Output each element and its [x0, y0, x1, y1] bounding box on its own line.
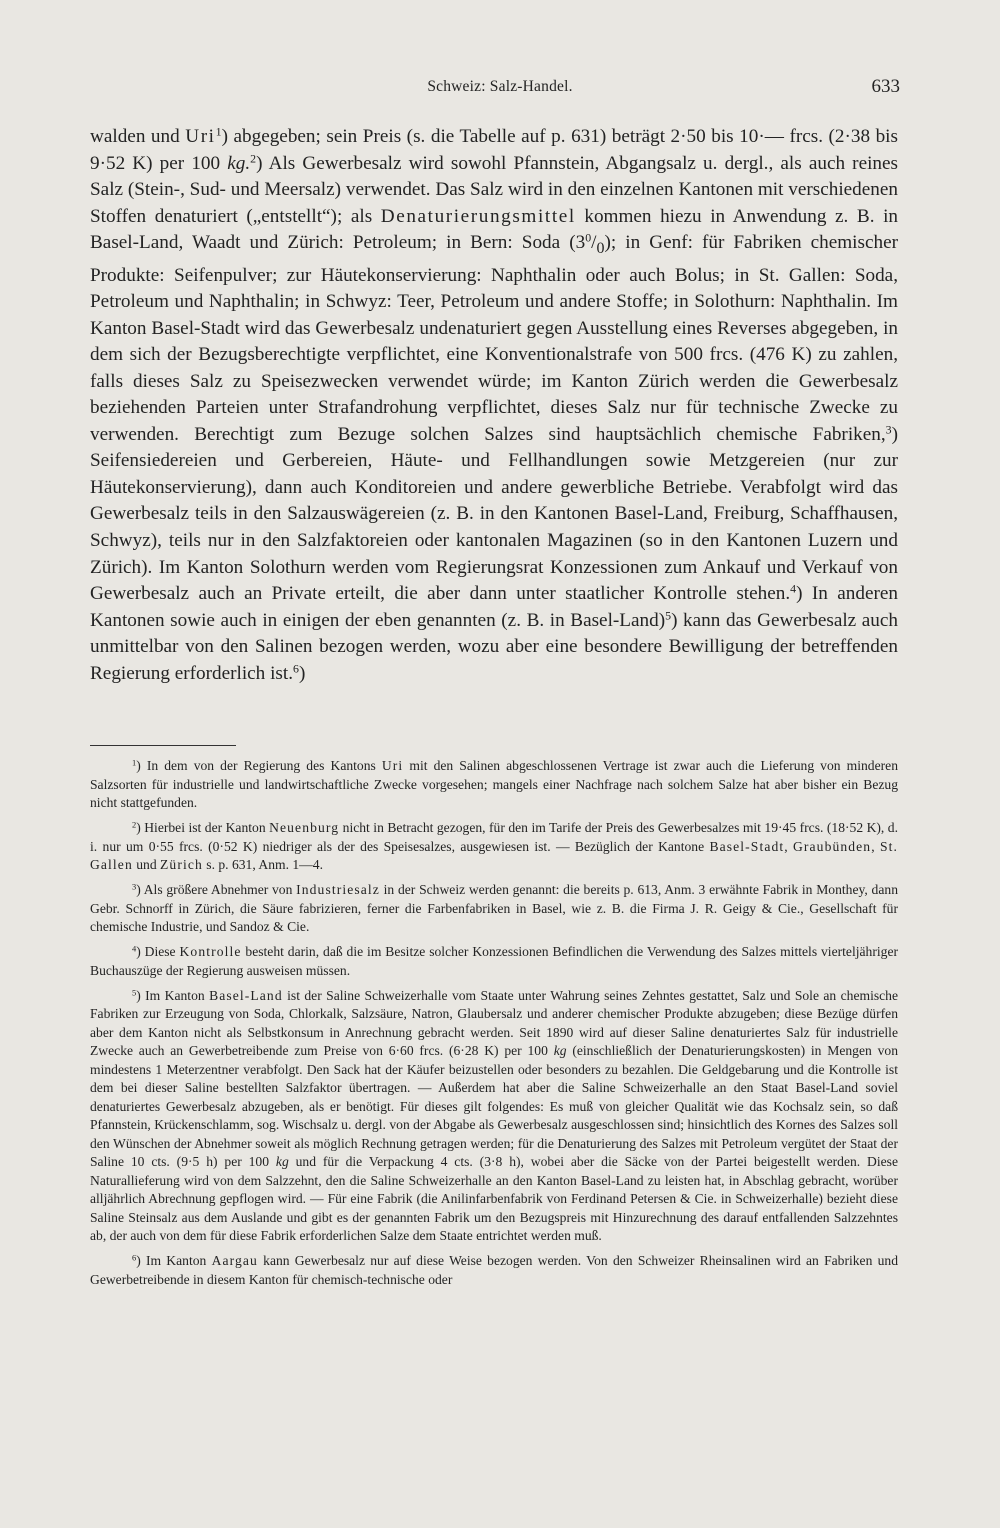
footnote-number: 3 — [132, 881, 137, 892]
spaced-term: Neuenburg — [269, 820, 340, 835]
footnote-ref[interactable]: 4 — [790, 581, 797, 596]
unit-kg: kg — [553, 1043, 567, 1058]
footnote-ref[interactable]: 2 — [250, 151, 257, 165]
text-run: ) Diese — [136, 944, 180, 959]
text-run: ) abgegeben; sein Preis (s. die Tabelle auf p. 631) beträgt 2·50 bis 10·— frcs. (2·38 bis 9·52 K) per 100 — [90, 126, 898, 174]
page-number: 633 — [871, 76, 900, 97]
spaced-term: Basel-Land — [209, 987, 283, 1003]
body-paragraph — [90, 124, 898, 687]
footnote-ref[interactable]: 5 — [665, 608, 672, 623]
text-run: , — [871, 838, 880, 854]
spaced-term: Uri — [381, 758, 404, 773]
text-run: ) In dem von der Regierung des Kantons — [136, 758, 382, 773]
spaced-term: Industriesalz — [296, 882, 380, 897]
text-run: mit den Salinen abgeschlossenen Vertrage ist zwar auch die Lieferung von minderen Salzsorten für industrielle und landwirtschaftliche Zwecke vorgesehen; mangels einer Nachfrage nach solchem Salze hat aber bisher ein Bezug nicht stattgefunden. — [90, 758, 898, 810]
footnote-rule — [90, 745, 236, 746]
text-run: kann Gewerbesalz nur auf diese Weise bezogen werden. Von den Schweizer Rheinsalinen wird an Fabriken und Gewerbetreibende in diesem Kanton für chemisch-technische oder — [90, 1253, 899, 1287]
footnote-3 — [90, 881, 898, 937]
text-run: walden und — [90, 126, 186, 147]
spaced-term: Aargau — [211, 1253, 258, 1268]
spaced-term: St. Gallen — [90, 838, 898, 872]
footnote-ref[interactable]: 6 — [293, 661, 299, 676]
percent-subscript: 0 — [596, 240, 605, 258]
text-run: ) Im Kanton — [136, 1253, 212, 1268]
spaced-term: Graubünden — [793, 838, 872, 854]
percent-slash: / — [591, 232, 597, 254]
text-run: ) Als größere Abnehmer von — [136, 882, 297, 897]
spaced-term: Basel-Stadt — [709, 838, 785, 854]
footnote-6 — [90, 1252, 898, 1289]
text-run: ); in Genf: für Fabriken chemischer Produkte: Seifenpulver; zur Häutekonservierung: Naphthalin oder auch Bolus; in St. Gallen: Soda, Petroleum und Naphthalin; in Schwyz: Teer, Petroleum und andere Stoffe; in Solothurn: Naphthalin. Im Kanton Basel-Stadt wird das Gewerbesalz undenaturiert gegen Ausstellung eines Reverses abgegeben, in dem sich der Bezugsberechtigte verpflichtet, eine Konventionalstrafe von 500 frcs. (476 K) zu zahlen, falls dieses Salz zu Speisezwecken verwendet würde; im Kanton Zürich werden die Gewerbesalz beziehenden Parteien unter Strafandrohung verpflichtet, dieses Salz nur für technische Zwecke zu verwenden. Berechtigt zum Bezuge solchen Salzes sind hauptsächlich chemische Fabriken, — [90, 232, 899, 445]
footnote-ref[interactable]: 1 — [215, 124, 222, 139]
text-run: kommen hiezu in Anwendung z. B. in Basel-Land, Waadt und Zürich: Petroleum; in Bern: Soda (3 — [90, 205, 898, 254]
spaced-term: Zürich — [160, 857, 203, 872]
footnote-1 — [90, 757, 898, 813]
text-run: s. p. 631, Anm. 1—4. — [202, 857, 323, 872]
footnote-number: 4 — [132, 943, 137, 954]
text-run: ist der Saline Schweizerhalle vom Staate unter Wahrung seines Zehntes gestattet, Salz und Sole an chemische Fabriken zur Erzeugung von Soda, Chlorkalk, Salzsäure, Natron, Glaubersalz und anderer chemischer Produkte abzugeben; diese Bezüge dürfen aber dem Kanton nicht als Selbstkonsum in Anrechnung gebracht werden. Seit 1890 wird auf dieser Saline denaturiertes Salz für industrielle Zwecke auch an Gewerbetreibende zum Preise von 6·60 frcs. (6·28 K) per 100 — [90, 987, 898, 1058]
spaced-term: Denaturierungsmittel — [380, 205, 576, 227]
unit-kg: kg — [275, 1154, 289, 1169]
spaced-term: Uri — [185, 126, 216, 147]
percent-superscript: 0 — [585, 230, 592, 245]
text-run: besteht darin, daß die im Besitze solcher Konzessionen Befindlichen die Verwendung des Salzes mittels vierteljähriger Buchauszüge der Regierung ausweisen müssen. — [90, 944, 898, 978]
footnote-number: 6 — [132, 1252, 137, 1263]
footnote-number: 2 — [132, 819, 137, 830]
footnote-number: 5 — [132, 986, 137, 997]
text-run: , — [784, 838, 793, 854]
footnote-number: 1 — [132, 757, 137, 768]
running-head — [0, 78, 1000, 102]
footnote-ref[interactable]: 3 — [885, 422, 892, 437]
text-run: in der Schweiz werden genannt: die bereits p. 613, Anm. 3 erwähnte Fabrik in Monthey, dann Gebr. Schnorff in Zürich, die Säure fabrizieren, ferner die Farbenfabriken in Basel, wie z. B. die Firma J. R. Geigy & Cie., Gesellschaft für chemische Industrie, und Sandoz & Cie. — [90, 882, 898, 934]
text-run: ) Als Gewerbesalz wird sowohl Pfannstein, Abgangsalz u. dergl., als auch reines Salz (Stein-, Sud- und Meersalz) verwendet. Das Salz wird in den einzelnen Kantonen mit verschiedenen Stoffen denaturiert („entstellt“); als — [90, 152, 899, 227]
text-run: und — [132, 857, 161, 872]
footnote-4 — [90, 943, 898, 980]
text-run: ) Hierbei ist der Kanton — [136, 820, 270, 835]
footnotes — [90, 757, 898, 1296]
text-run: ) Seifensiedereien und Gerbereien, Häute- und Fellhandlungen sowie Metzgereien (nur zur Häutekonservierung), dann auch Konditoreien und andere gewerbliche Betriebe. Verabfolgt wird das Gewerbesalz teils in den Salzauswägereien (z. B. in den Kantonen Basel-Land, Freiburg, Schaffhausen, Schwyz), teils nur in den Salzfaktoreien oder kantonalen Magazinen (so in den Kantonen Luzern und Zürich). Im Kanton Solothurn werden vom Regierungsrat Konzessionen zum Ankauf und Verkauf von Gewerbesalz auch an Private erteilt, die aber dann unter staatlicher Kontrolle stehen. — [90, 423, 898, 605]
footnote-5 — [90, 987, 898, 1246]
running-title: Schweiz: Salz-Handel. — [427, 78, 573, 95]
text-run: ) — [298, 662, 306, 684]
text-run: nicht in Betracht gezogen, für den im Tarife der Preis des Gewerbesalzes mit 19·45 frcs. (18·52 K), d. i. nur um 0·55 frcs. (0·52 K) niedriger als der des Speisesalzes, ausgewiesen ist. — Bezüglich der Kantone — [90, 820, 898, 854]
unit-kg: kg. — [227, 152, 251, 174]
text-run: ) kann das Gewerbesalz auch unmittelbar von den Salinen bezogen werden, wozu aber eine besondere Bewilligung der betreffenden Regierung erforderlich ist. — [90, 609, 899, 684]
main-text — [90, 124, 898, 687]
text-run: und für die Verpackung 4 cts. (3·8 h), wobei aber die Säcke von der Partei beigestellt werden. Diese Naturallieferung wird von dem Salzzehnt, den die Saline Schweizerhalle an den Kanton Basel-Land zu leisten hat, in Abschlag gebracht, worüber alljährlich Abrechnung gepflogen wird. — Für eine Fabrik (die Anilinfarbenfabrik von Ferdinand Petersen & Cie. in Schweizerhalle) bezieht diese Saline Steinsalz aus dem Auslande und gibt es der genannten Fabrik um den Bezugspreis mit Hinzurechnung des darauf entfallenden Salzzehntes ab, der auch von dem für diese Fabrik erforderlichen Salze dem Staate entrichtet werden muß. — [90, 1154, 898, 1243]
spaced-term: Kontrolle — [179, 944, 242, 959]
footnote-2 — [90, 819, 898, 875]
text-run: ) Im Kanton — [136, 987, 210, 1003]
text-run: ) In anderen Kantonen sowie auch in einigen der eben genannten (z. B. in Basel-Land) — [90, 583, 898, 631]
text-run: (einschließlich der Denaturierungskosten) in Mengen von mindestens 1 Meterzentner verabfolgt. Den Sack hat der Käufer beizustellen oder besonders zu bezahlen. Die Geldgebarung und die Kontrolle ist dem bei dieser Saline bestellten Salzfaktor übertragen. — Außerdem hat aber die Saline Schweizerhalle an den Staat Basel-Land soviel denaturiertes Gewerbesalz abzugeben, als er benötigt. Für dieses gilt folgendes: Es muß von gleicher Qualität wie das Kochsalz sein, so daß Pfannstein, Krückenschlamm, sog. Wischsalz u. dergl. von der Abgabe als Gewerbesalz ausgeschlossen sind; hinsichtlich des Kornes des Salzes soll den Wünschen der Abnehmer soweit als möglich Rechnung getragen werden; für die Denaturierung des Salzes mit Petroleum vergütet der Staat der Saline 10 cts. (9·5 h) per 100 — [90, 1043, 898, 1169]
